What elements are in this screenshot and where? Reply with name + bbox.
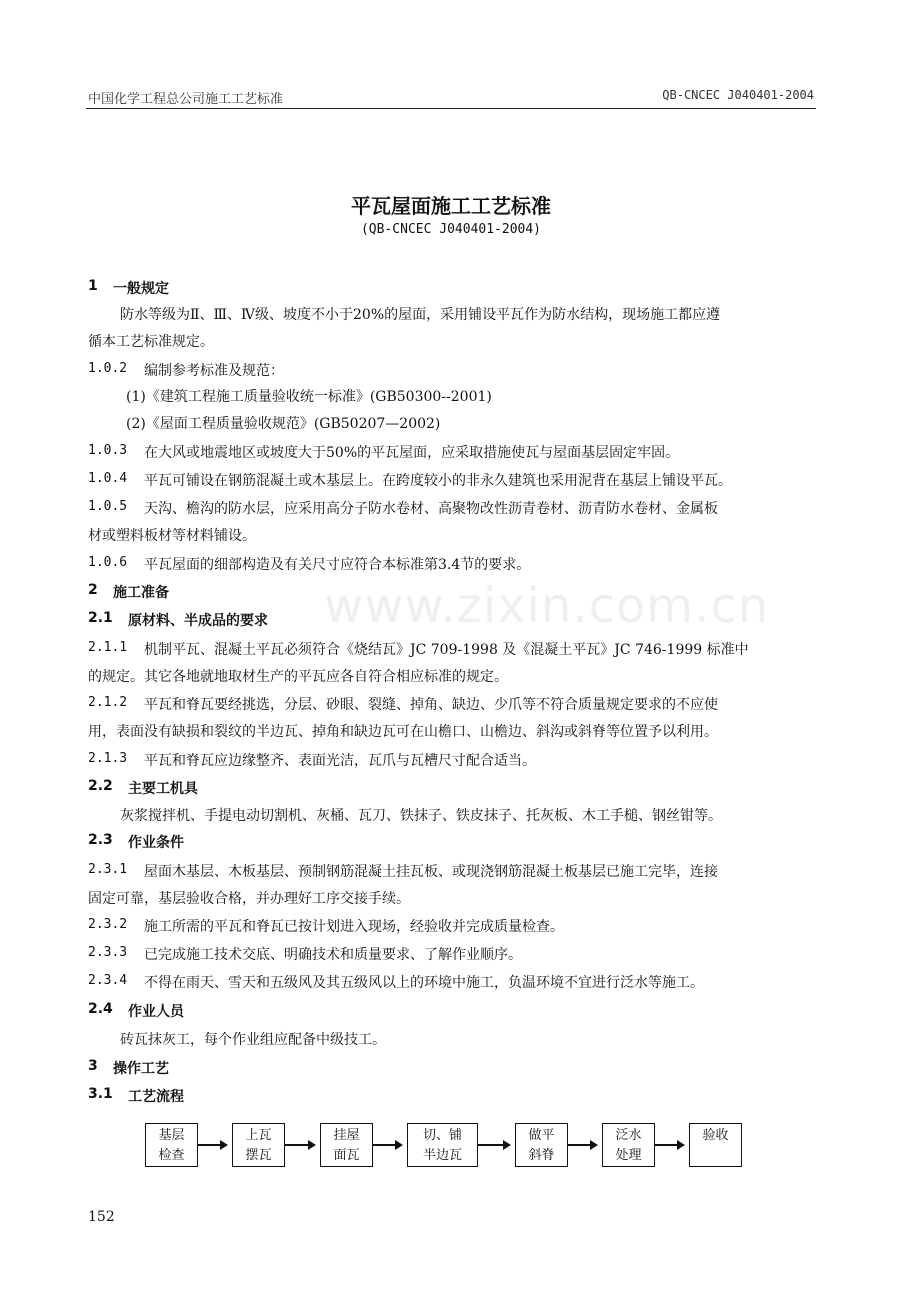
line-text: 在大风或地震地区或坡度大于50%的平瓦屋面，应采取措施使瓦与屋面基层固定牢固。 (144, 445, 680, 461)
line-text: 屋面木基层、木板基层、预制钢筋混凝土挂瓦板、或现浇钢筋混凝土板基层已施工完毕，连接 (144, 864, 718, 880)
line-text: 天沟、檐沟的防水层，应采用高分子防水卷材、高聚物改性沥青卷材、沥青防水卷材、金属板 (144, 501, 718, 517)
flow-step-label: 面瓦 (333, 1148, 360, 1163)
header-right: QB-CNCEC J040401-2004 (662, 88, 814, 102)
clause-number: 1.0.6 (88, 555, 128, 570)
header-rule (86, 108, 816, 109)
section-title: 原材料、半成品的要求 (128, 613, 268, 629)
line-text: 循本工艺标准规定。 (88, 334, 214, 350)
flow-step-label: 半边瓦 (422, 1148, 462, 1163)
flow-step-label: 泛水 (615, 1128, 642, 1143)
clause-number: 2.4 (88, 1001, 113, 1017)
flow-step-label: 摆瓦 (245, 1148, 272, 1163)
line-text: 平瓦屋面的细部构造及有关尺寸应符合本标准第3.4节的要求。 (144, 557, 531, 573)
line-text: 施工所需的平瓦和脊瓦已按计划进入现场，经验收并完成质量检查。 (144, 919, 564, 935)
document-title: 平瓦屋面施工工艺标准 (351, 194, 551, 218)
clause-number: 2.2 (88, 778, 113, 794)
section-title: 作业条件 (128, 835, 184, 851)
clause-number: 3 (88, 1058, 98, 1074)
clause-number: 2.3.3 (88, 945, 128, 960)
line-text: 平瓦可铺设在钢筋混凝土或木基层上。在跨度较小的非永久建筑也采用泥背在基层上铺设平瓦。 (144, 473, 732, 489)
flow-step-label: 上瓦 (245, 1128, 272, 1143)
flow-arrow-icon (655, 1144, 683, 1146)
flow-arrow-icon (478, 1144, 509, 1146)
flow-step-box (689, 1123, 742, 1167)
line-text: 防水等级为Ⅱ、Ⅲ、Ⅳ级、坡度不小于20%的屋面，采用铺设平瓦作为防水结构，现场施工都应遵 (120, 307, 721, 323)
line-text: (1)《建筑工程施工质量验收统一标准》(GB50300--2001) (126, 389, 492, 405)
flow-arrow-icon (373, 1144, 401, 1146)
flow-step-label: 处理 (615, 1148, 642, 1163)
clause-number: 2.1 (88, 610, 113, 626)
flow-step-box (232, 1123, 285, 1167)
section-title: 施工准备 (113, 585, 169, 601)
line-text: 灰浆搅拌机、手提电动切割机、灰桶、瓦刀、铁抹子、铁皮抹子、托灰板、木工手槌、钢丝钳等。 (120, 808, 722, 824)
clause-number: 1.0.3 (88, 443, 128, 458)
clause-number: 3.1 (88, 1086, 113, 1102)
document-code: (QB-CNCEC J040401-2004) (360, 222, 541, 237)
line-text: 不得在雨天、雪天和五级风及其五级风以上的环境中施工，负温环境不宜进行泛水等施工。 (144, 975, 704, 991)
flow-step-box (145, 1123, 198, 1167)
flow-arrow-icon (198, 1144, 226, 1146)
section-title: 一般规定 (113, 281, 169, 297)
line-text: 平瓦和脊瓦应边缘整齐、表面光洁，瓦爪与瓦槽尺寸配合适当。 (144, 753, 536, 769)
flow-step-label: 基层 (158, 1128, 185, 1143)
clause-number: 2.1.3 (88, 751, 128, 766)
section-title: 主要工机具 (128, 781, 198, 797)
flow-step-box (515, 1123, 568, 1167)
clause-number: 2.3.4 (88, 973, 128, 988)
clause-number: 2 (88, 582, 98, 598)
clause-number: 1.0.4 (88, 471, 128, 486)
section-title: 工艺流程 (128, 1089, 184, 1105)
flow-step-label: 挂屋 (333, 1128, 360, 1143)
flow-step-box (602, 1123, 655, 1167)
section-title: 作业人员 (128, 1004, 184, 1020)
line-text: 机制平瓦、混凝土平瓦必须符合《烧结瓦》JC 709-1998 及《混凝土平瓦》JC 746-1999 标准中 (144, 642, 749, 658)
flow-step-label: 检查 (158, 1148, 185, 1163)
line-text: 的规定。其它各地就地取材生产的平瓦应各自符合相应标准的规定。 (88, 669, 508, 685)
flow-step-label: 验收 (702, 1128, 729, 1143)
flow-step-label: 切、铺 (422, 1128, 462, 1143)
section-title: 操作工艺 (113, 1061, 169, 1077)
clause-number: 2.1.2 (88, 695, 128, 710)
flow-step-label: 斜脊 (528, 1148, 555, 1163)
clause-number: 2.3.2 (88, 917, 128, 932)
watermark: www.zixin.com.cn (324, 578, 770, 634)
clause-number: 1.0.2 (88, 361, 128, 376)
flow-step-box (320, 1123, 373, 1167)
clause-number: 2.3.1 (88, 862, 128, 877)
header-left: 中国化学工程总公司施工工艺标准 (88, 92, 284, 107)
flow-arrow-icon (568, 1144, 596, 1146)
line-text: 已完成施工技术交底、明确技术和质量要求、了解作业顺序。 (144, 947, 522, 963)
clause-number: 2.1.1 (88, 640, 128, 655)
line-text: 编制参考标准及规范： (144, 363, 284, 379)
clause-number: 1 (88, 278, 98, 294)
line-text: 固定可靠，基层验收合格，并办理好工序交接手续。 (88, 891, 410, 907)
flow-step-box (407, 1123, 478, 1167)
clause-number: 1.0.5 (88, 499, 128, 514)
flow-arrow-icon (285, 1144, 314, 1146)
line-text: 用，表面没有缺损和裂纹的半边瓦、掉角和缺边瓦可在山檐口、山檐边、斜沟或斜脊等位置予以利用。 (88, 724, 718, 740)
line-text: 材或塑料板材等材料铺设。 (88, 528, 256, 544)
line-text: 砖瓦抹灰工，每个作业组应配备中级技工。 (120, 1032, 386, 1048)
line-text: (2)《屋面工程质量验收规范》(GB50207—2002) (126, 416, 441, 432)
clause-number: 2.3 (88, 832, 113, 848)
line-text: 平瓦和脊瓦要经挑选，分层、砂眼、裂缝、掉角、缺边、少爪等不符合质量规定要求的不应使 (144, 697, 718, 713)
page-number: 152 (88, 1209, 115, 1225)
flow-step-label: 做平 (528, 1128, 555, 1143)
